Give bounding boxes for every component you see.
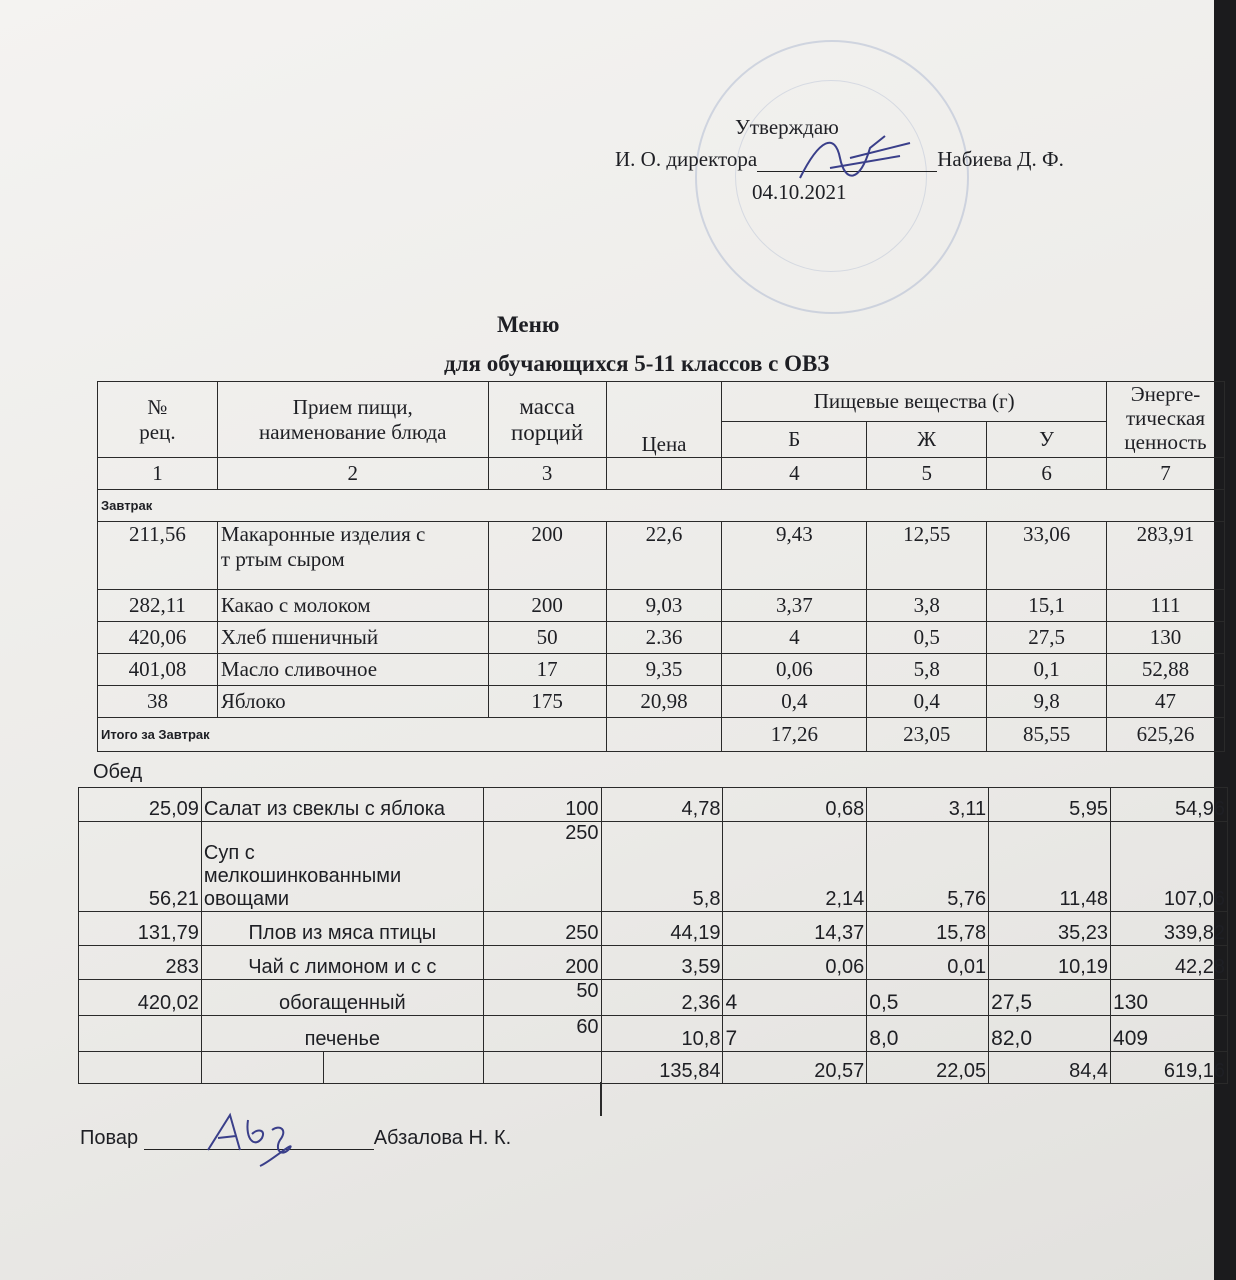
dish-line2: т ртым сыром [220,547,345,571]
b-cell: 14,37 [723,912,867,946]
energy-cell: 107,06 [1111,822,1228,912]
dish-cell: Масло сливочное [217,654,488,686]
approval-label: Утверждаю [735,115,839,139]
empty-cell [79,1052,202,1084]
price-cell: 9,35 [606,654,722,686]
u-cell: 15,1 [987,590,1107,622]
energy-cell: 283,91 [1107,522,1225,590]
mass-cell: 17 [488,654,606,686]
price-cell: 10,8 [601,1016,723,1052]
total-label: Итого за Завтрак [98,718,607,752]
dish-line1: Суп с [203,842,255,864]
table-divider-line [600,1082,602,1116]
energy-cell: 52,88 [1107,654,1225,686]
dish-line3: овощами [203,888,290,910]
breakfast-label: Завтрак [98,490,1225,522]
rec-cell: 401,08 [98,654,218,686]
dish-cell [201,822,483,912]
col-num: 7 [1107,458,1225,490]
price-cell: 9,03 [606,590,722,622]
header-energy [1107,382,1225,458]
header-energy-line2: тическая [1125,406,1205,430]
u-cell: 33,06 [987,522,1107,590]
header-meal-line1: Прием пищи, [292,394,413,419]
mass-cell: 200 [488,590,606,622]
rec-cell: 420,06 [98,622,218,654]
mass-cell: 250 [483,912,601,946]
mass-cell: 200 [483,946,601,980]
table-row [98,622,1225,654]
rec-cell: 38 [98,686,218,718]
table-row [98,590,1225,622]
price-cell: 4,78 [601,788,723,822]
header-rec-no: № [147,394,168,419]
zh-cell: 0,5 [867,622,987,654]
table-row [79,788,1228,822]
price-cell: 2,36 [601,980,723,1016]
col-num: 5 [867,458,987,490]
breakfast-total-row [98,718,1225,752]
total-price-cell [606,718,722,752]
rec-cell: 56,21 [79,822,202,912]
total-energy: 619,16 [1111,1052,1228,1084]
zh-cell: 5,76 [867,822,989,912]
total-u: 84,4 [989,1052,1111,1084]
lunch-label: Обед [93,761,143,783]
b-cell: 0,06 [722,654,867,686]
header-mass-line1: масса [519,393,575,419]
price-cell: 5,8 [601,822,723,912]
total-zh: 22,05 [867,1052,989,1084]
table-row [98,654,1225,686]
total-zh: 23,05 [867,718,987,752]
price-cell: 2.36 [606,622,722,654]
empty-cell [483,1052,601,1084]
b-cell: 4 [723,980,867,1016]
table-row [79,1016,1228,1052]
zh-cell: 0,4 [867,686,987,718]
header-zh: Ж [867,422,987,458]
header-rec-label: рец. [139,419,176,444]
document-subtitle: для обучающихся 5-11 классов с ОВЗ [444,351,830,376]
u-cell: 11,48 [989,822,1111,912]
header-mass [488,382,606,458]
mass-cell: 60 [483,1016,601,1052]
total-u: 85,55 [987,718,1107,752]
b-cell: 0,4 [722,686,867,718]
col-num: 3 [488,458,606,490]
mass-cell: 200 [488,522,606,590]
approval-date: 04.10.2021 [752,180,847,204]
table-row [98,522,1225,590]
total-b: 20,57 [723,1052,867,1084]
zh-cell: 3,8 [867,590,987,622]
energy-cell: 339,82 [1111,912,1228,946]
col-num [606,458,722,490]
u-cell: 10,19 [989,946,1111,980]
table-row [98,686,1225,718]
header-b: Б [722,422,867,458]
energy-cell: 111 [1107,590,1225,622]
total-b: 17,26 [722,718,867,752]
price-cell: 20,98 [606,686,722,718]
rec-cell: 211,56 [98,522,218,590]
energy-cell: 54,96 [1111,788,1228,822]
dish-cell: печенье [201,1016,483,1052]
header-meal [217,382,488,458]
dish-cell: Салат из свеклы с яблока [201,788,483,822]
empty-cell [323,1052,483,1084]
zh-cell: 15,78 [867,912,989,946]
director-signature [790,128,920,188]
col-num: 4 [722,458,867,490]
price-cell: 44,19 [601,912,723,946]
cook-label: Повар [80,1127,139,1149]
col-num: 1 [98,458,218,490]
b-cell: 4 [722,622,867,654]
header-nutrients: Пищевые вещества (г) [722,382,1107,422]
zh-cell: 3,11 [867,788,989,822]
u-cell: 0,1 [987,654,1107,686]
dish-cell: Какао с молоком [217,590,488,622]
energy-cell: 130 [1111,980,1228,1016]
zh-cell: 12,55 [867,522,987,590]
u-cell: 27,5 [989,980,1111,1016]
dish-cell: Плов из мяса птицы [201,912,483,946]
b-cell: 7 [723,1016,867,1052]
table-row [79,822,1228,912]
rec-cell: 282,11 [98,590,218,622]
document-title: Меню [497,312,560,337]
mass-cell: 175 [488,686,606,718]
breakfast-table [97,381,1225,752]
total-energy: 625,26 [1107,718,1225,752]
u-cell: 5,95 [989,788,1111,822]
energy-cell: 42,28 [1111,946,1228,980]
rec-cell: 420,02 [79,980,202,1016]
zh-cell: 0,01 [867,946,989,980]
b-cell: 2,14 [723,822,867,912]
cook-name: Абзалова Н. К. [373,1127,512,1149]
table-row [79,912,1228,946]
u-cell: 27,5 [987,622,1107,654]
empty-cell [201,1052,323,1084]
mass-cell: 50 [483,980,601,1016]
col-num: 6 [987,458,1107,490]
rec-cell: 283 [79,946,202,980]
u-cell: 82,0 [989,1016,1111,1052]
header-u: У [987,422,1107,458]
header-meal-line2: наименование блюда [259,419,447,444]
mass-cell: 50 [488,622,606,654]
b-cell: 3,37 [722,590,867,622]
lunch-table [78,787,1228,1084]
lunch-total-row [79,1052,1228,1084]
rec-cell [79,1016,202,1052]
dish-cell [217,522,488,590]
dish-cell: Хлеб пшеничный [217,622,488,654]
zh-cell: 0,5 [867,980,989,1016]
header-price: Цена [606,382,722,458]
zh-cell: 5,8 [867,654,987,686]
rec-cell: 25,09 [79,788,202,822]
director-position: И. О. директора [615,147,758,171]
column-numbers-row [98,458,1225,490]
total-price: 135,84 [601,1052,723,1084]
b-cell: 0,06 [723,946,867,980]
u-cell: 35,23 [989,912,1111,946]
dish-cell: Чай с лимоном и с с [201,946,483,980]
header-mass-line2: порций [510,419,584,445]
zh-cell: 8,0 [867,1016,989,1052]
mass-cell: 100 [483,788,601,822]
cook-signature [200,1100,310,1170]
header-energy-line3: ценность [1124,430,1207,454]
header-row [98,382,1225,422]
rec-cell: 131,79 [79,912,202,946]
header-energy-line1: Энерге- [1130,382,1201,406]
table-row [79,980,1228,1016]
dish-line2: мелкошинкованными [203,865,402,887]
breakfast-label-row [98,490,1225,522]
energy-cell: 409 [1111,1016,1228,1052]
u-cell: 9,8 [987,686,1107,718]
dish-line1: Макаронные изделия с [220,522,426,546]
director-name: Набиева Д. Ф. [937,147,1064,171]
price-cell: 22,6 [606,522,722,590]
price-cell: 3,59 [601,946,723,980]
header-rec [98,382,218,458]
dish-cell: обогащенный [201,980,483,1016]
mass-cell: 250 [483,822,601,912]
col-num: 2 [217,458,488,490]
table-row [79,946,1228,980]
energy-cell: 47 [1107,686,1225,718]
dish-cell: Яблоко [217,686,488,718]
b-cell: 0,68 [723,788,867,822]
b-cell: 9,43 [722,522,867,590]
energy-cell: 130 [1107,622,1225,654]
